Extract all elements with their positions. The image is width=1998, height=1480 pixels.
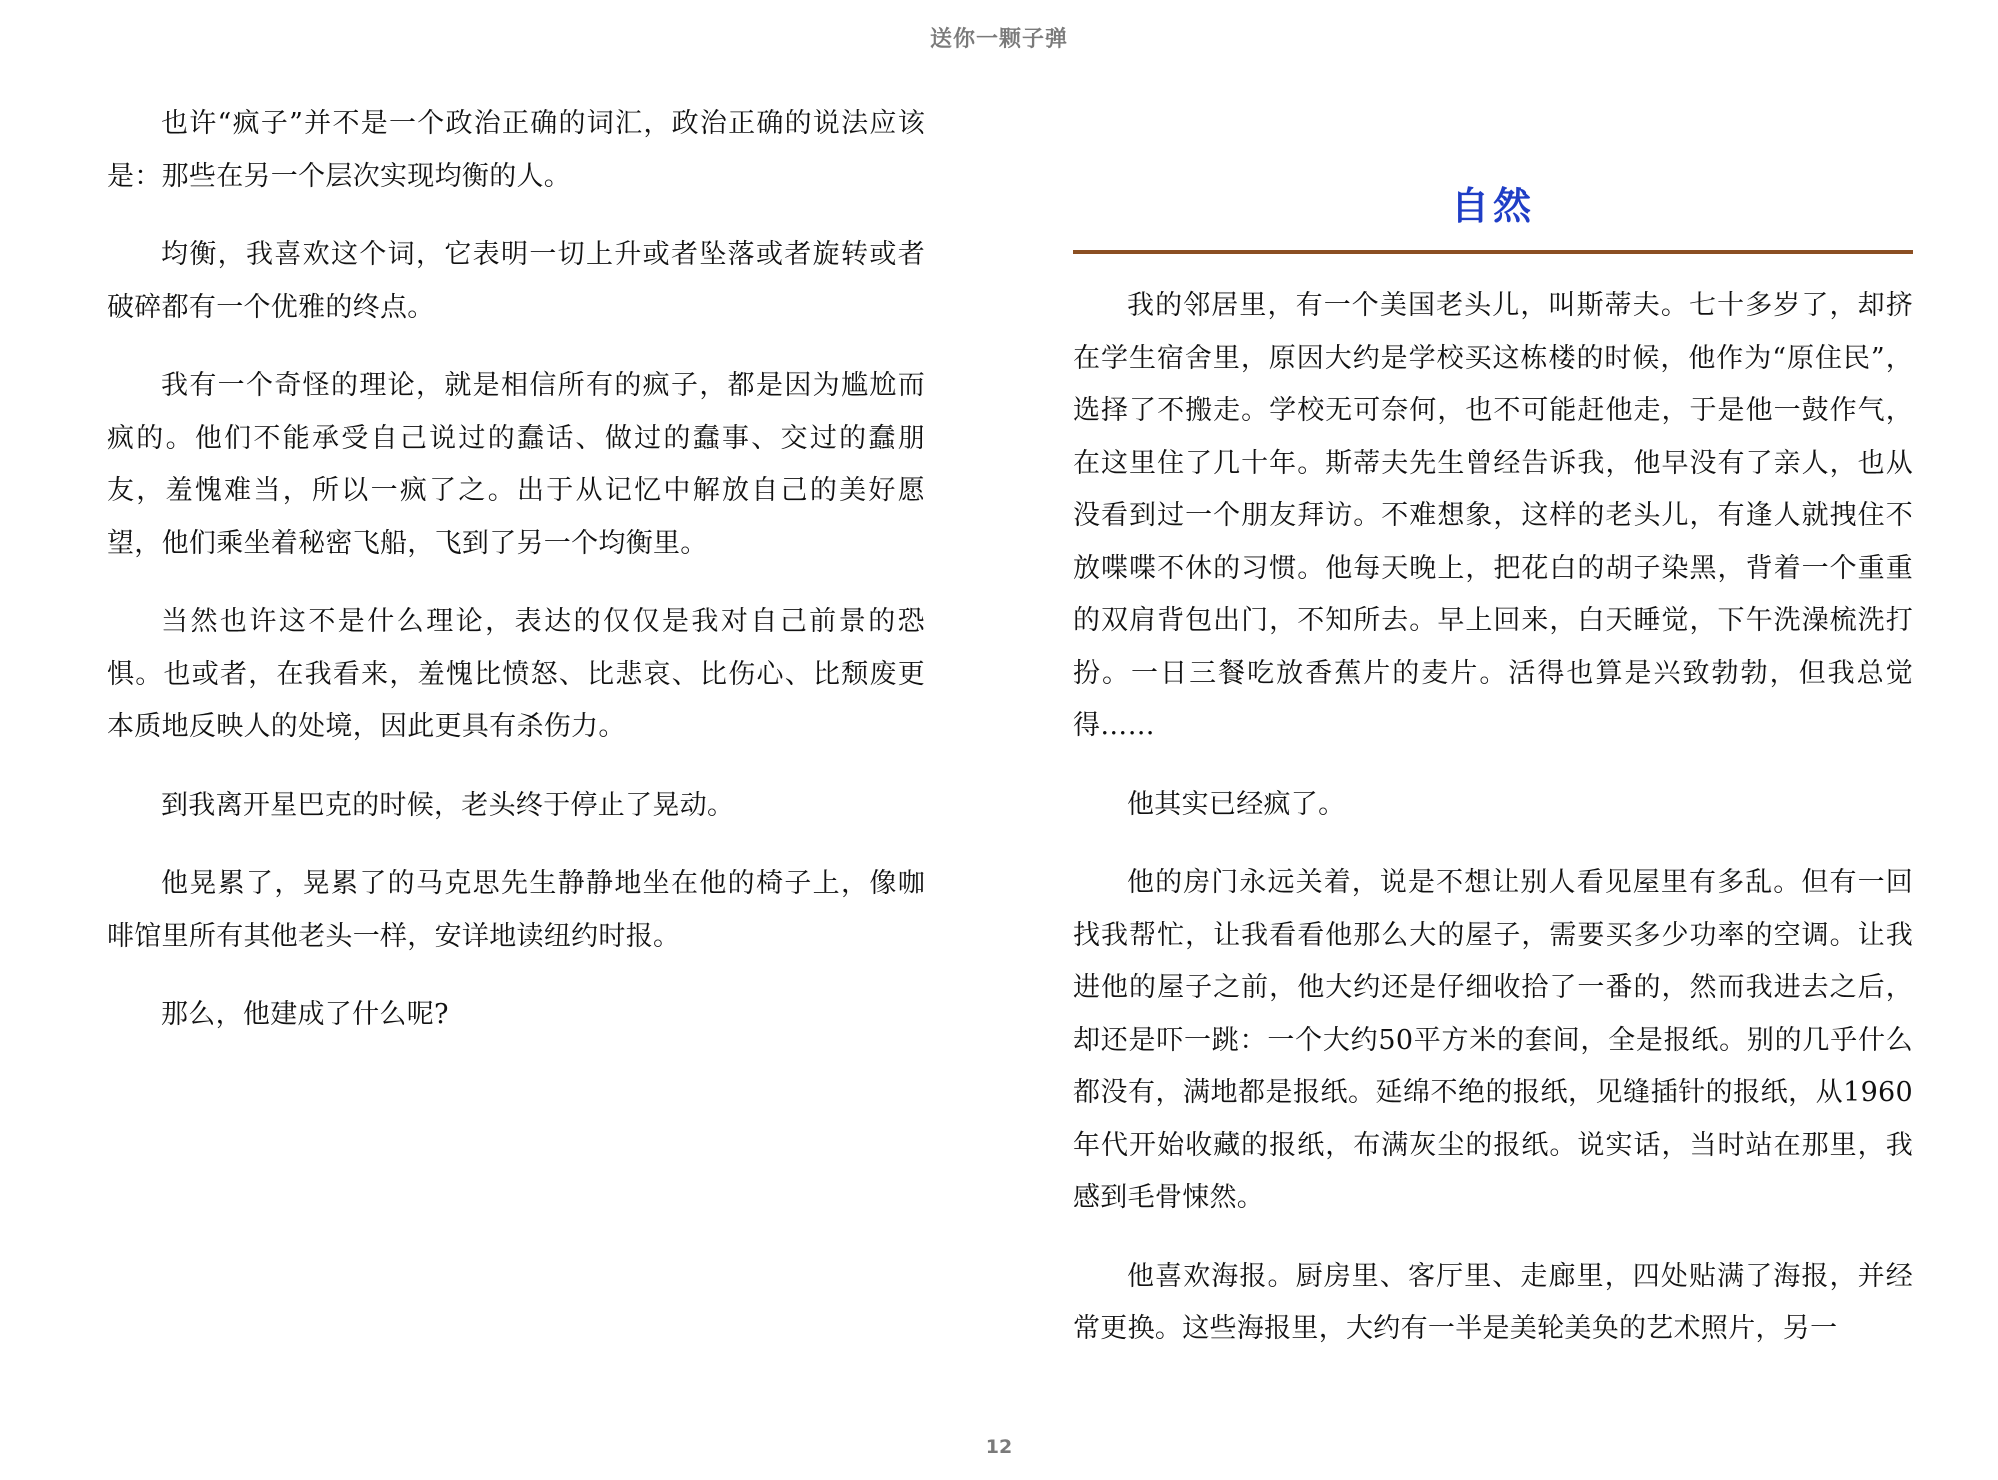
body-paragraph: 他的房门永远关着，说是不想让别人看见屋里有多乱。但有一回找我帮忙，让我看看他那么大的屋子，需要买多少功率的空调。让我进他的屋子之前，他大约还是仔细收拾了一番的，然而我进去之后，却还是吓一跳：一个大约50平方米的套间，全是报纸。别的几乎什么都没有，满地都是报纸。延绵不绝的报纸，见缝插针的报纸，从1960年代开始收藏的报纸，布满灰尘的报纸。说实话，当时站在那里，我感到毛骨悚然。 — [1073, 867, 1913, 1213]
body-paragraph: 他其实已经疯了。 — [1127, 788, 1346, 820]
chapter-title: 自然 — [1450, 184, 1535, 228]
right-page-column — [1073, 176, 1913, 1382]
running-header-book-title: 送你一颗子弹 — [929, 27, 1068, 52]
body-paragraph: 我的邻居里，有一个美国老头儿，叫斯蒂夫。七十多岁了，却挤在学生宿舍里，原因大约是学校买这栋楼的时候，他作为“原住民”，选择了不搬走。学校无可奈何，也不可能赶他走，于是他一鼓作气，在这里住了几十年。斯蒂夫先生曾经告诉我，他早没有了亲人，也从没看到过一个朋友拜访。不难想象，这样的老头儿，有逢人就拽住不放喋喋不休的习惯。他每天晚上，把花白的胡子染黑，背着一个重重的双肩背包出门，不知所去。早上回来，白天睡觉，下午洗澡梳洗打扮。一日三餐吃放香蕉片的麦片。活得也算是兴致勃勃，但我总觉得…… — [1073, 290, 1913, 741]
body-paragraph: 到我离开星巴克的时候，老头终于停止了晃动。 — [161, 789, 735, 821]
body-paragraph: 那么，他建成了什么呢? — [161, 999, 449, 1030]
left-page-column — [107, 98, 925, 1068]
body-paragraph: 当然也许这不是什么理论，表达的仅仅是我对自己前景的恐惧。也或者，在我看来，羞愧比愤怒、比悲哀、比伤心、比颓废更本质地反映人的处境，因此更具有杀伤力。 — [107, 606, 925, 742]
body-paragraph: 我有一个奇怪的理论，就是相信所有的疯子，都是因为尴尬而疯的。他们不能承受自己说过的蠢话、做过的蠢事、交过的蠢朋友，羞愧难当，所以一疯了之。出于从记忆中解放自己的美好愿望，他们乘坐着秘密飞船，飞到了另一个均衡里。 — [107, 370, 925, 559]
body-paragraph: 也许“疯子”并不是一个政治正确的词汇，政治正确的说法应该是：那些在另一个层次实现均衡的人。 — [107, 108, 925, 192]
body-paragraph: 他晃累了，晃累了的马克思先生静静地坐在他的椅子上，像咖啡馆里所有其他老头一样，安详地读纽约时报。 — [107, 868, 925, 952]
body-paragraph: 均衡，我喜欢这个词，它表明一切上升或者坠落或者旋转或者破碎都有一个优雅的终点。 — [107, 239, 925, 323]
chapter-divider-rule — [1073, 250, 1913, 254]
page-number: 12 — [985, 1436, 1013, 1458]
body-paragraph: 他喜欢海报。厨房里、客厅里、走廊里，四处贴满了海报，并经常更换。这些海报里，大约有一半是美轮美奂的艺术照片，另一 — [1073, 1260, 1913, 1344]
